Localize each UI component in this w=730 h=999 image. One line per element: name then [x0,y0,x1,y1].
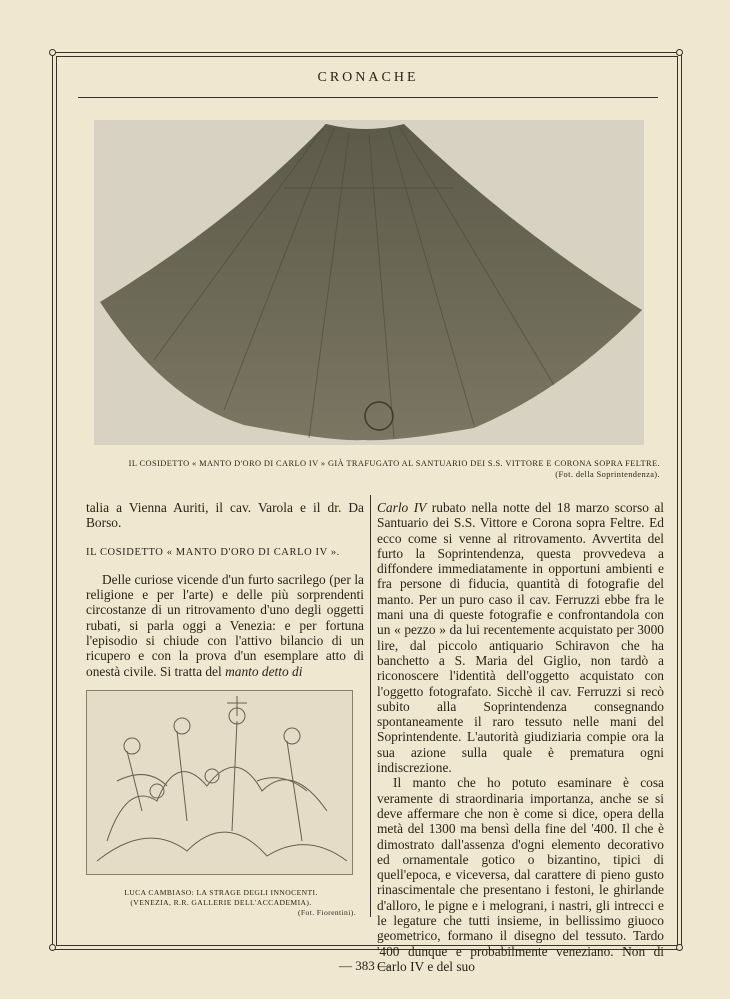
cope-photo-caption [80,458,660,480]
section-subheading: IL COSIDETTO « MANTO D'ORO DI CARLO IV ». [86,546,340,558]
right-para-1-italic: Carlo IV [377,500,427,515]
left-para-main-italic: manto detto di [225,663,303,679]
drawing-caption-credit: (Fot. Fiorentini). [297,908,356,917]
page-header-title: CRONACHE [317,70,419,85]
right-para-2: Il manto che ho potuto esaminare è cosa veramente di straordinaria importanza, anche se si deve affermare che non è come si dice, opera della metà del 1300 ma bensì della fine del '400. Il che è dimostrato dall'assenza d'ogni elemento decorativo ed ornamentale gotico o bizantino, tipici di quell'epoca, e viceversa, dal carattere di pieno gusto rinascimentale che presentano i festoni, le ghirlande d'alloro, le pigne e i melograni, i nastri, gli intrecci e le legature che tutti insieme, in bellissimo giuoco geometrico, formano il disegno del tessuto. Tardo '400 dunque e probabilmente veneziano. Non di Carlo IV e del suo [377,775,664,974]
right-column [377,500,664,974]
column-divider [370,495,371,917]
cambiaso-drawing [86,690,353,875]
corner-ornament [49,944,56,951]
page-number: — 383 — [339,958,391,973]
drawing-caption [86,888,356,918]
corner-ornament [49,49,56,56]
corner-ornament [676,944,683,951]
right-para-1-text: rubato nella notte del 18 marzo scorso al Santuario dei S.S. Vittore e Corona sopra Feltre. Ed ecco come si venne al ritrovamento. Avvertita del furto la Soprintendenza, questa provvedeva a diffondere immediatamente in opportuni ambienti e fra persone di fiducia, quantità di fotografie del manto. Per un puro caso il cav. Ferruzzi ebbe fra le mani una di queste fotografie e confrontandola con un « pezzo » da lui recentemente acquistato per 3000 lire, dal piccolo antiquario Schiravon che ha banchetto a S. Maria del Giglio, non tardò a riconoscere l'identità dell'oggetto acquistato con l'oggetto fotografato. Sicchè il cav. Ferruzzi si recò subito alla Soprintendenza consegnando spontaneamente il raro tessuto nelle mani del Soprintendente. L'autorità giudiziaria compie ora la sua azione sulla quale è prematura ogni indiscrezione. [377,500,664,776]
right-para-1 [377,500,664,775]
left-para-main-text: Delle curiose vicende d'un furto sacrilego (per la religione e per l'arte) e delle più sorprendenti circostanze di un ritrovamento d'uno degli oggetti rubati, si parla oggi a Venezia: e per fortuna l'episodio si chiude con l'attivo bilancio di un ricupero e con la prova d'un esemplare atto di onestà civile. Si tratta del [86,571,364,679]
cope-caption-credit: (Fot. della Soprintendenza). [555,470,660,479]
corner-ornament [676,49,683,56]
cope-caption-text: IL COSIDETTO « MANTO D'ORO DI CARLO IV » GIÀ TRAFUGATO AL SANTUARIO DEI S.S. VITTORE E CORONA SOPRA FELTRE. [128,459,660,468]
drawing-caption-location: (VENEZIA, R.R. GALLERIE DELL'ACCADEMIA). [130,898,312,907]
cope-photograph [94,120,644,445]
header-rule [78,97,658,98]
left-para-main [86,572,364,679]
left-column-top [86,500,364,679]
left-para-continuation: talia a Vienna Auriti, il cav. Varola e il dr. Da Borso. [86,500,364,531]
drawing-caption-title: LUCA CAMBIASO: LA STRAGE DEGLI INNOCENTI. [124,888,318,897]
